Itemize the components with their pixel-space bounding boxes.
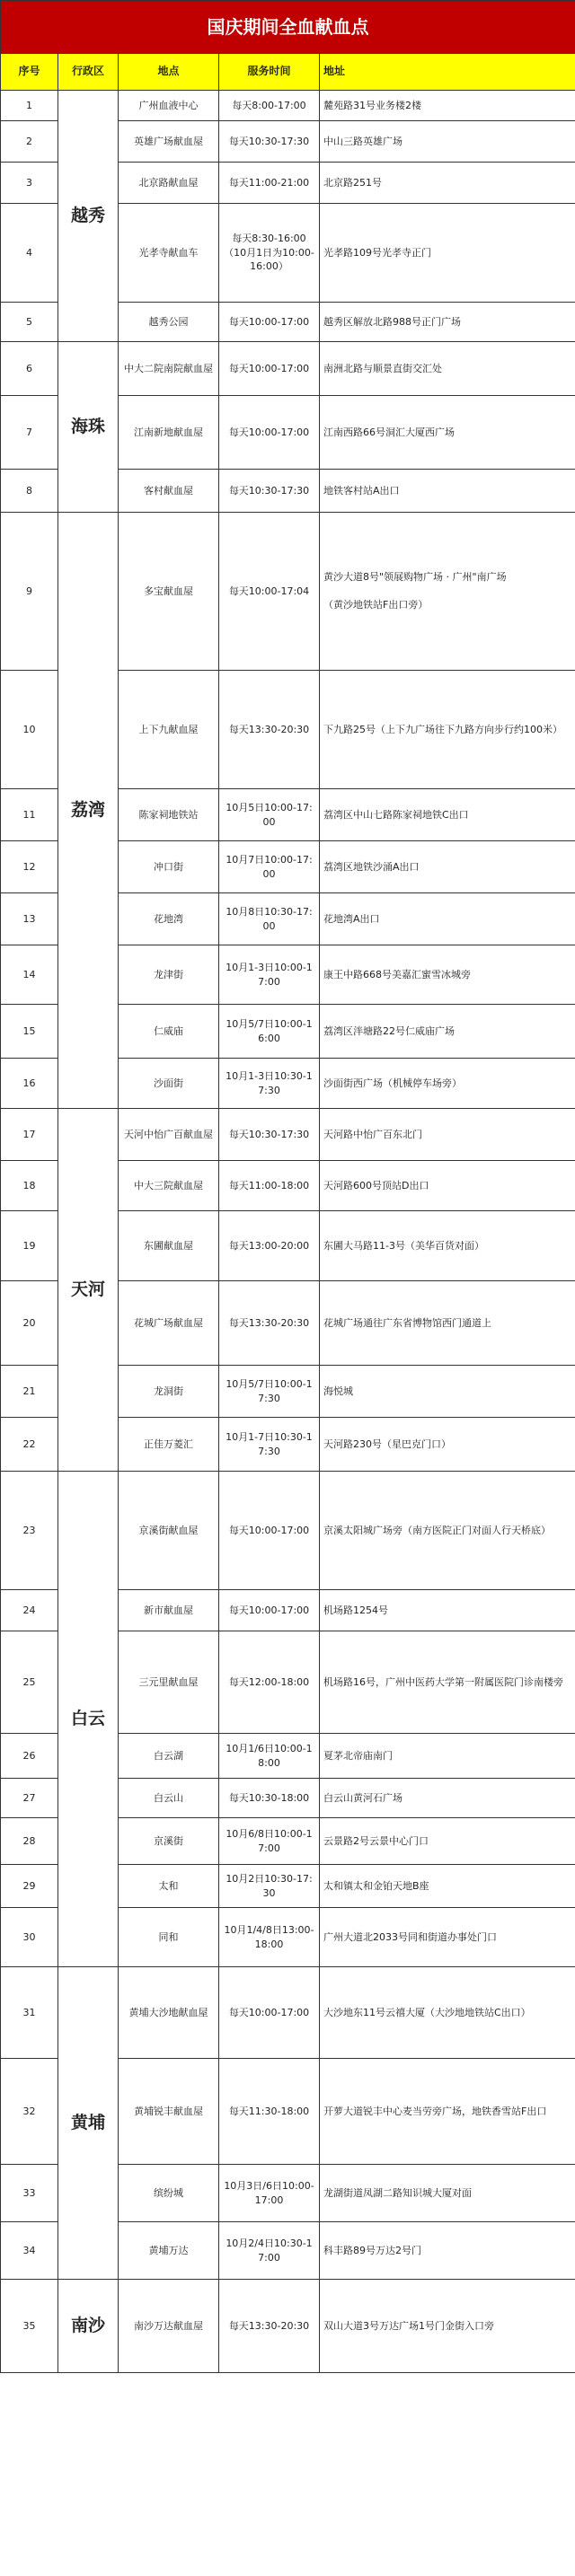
row-number: 25 (1, 1631, 58, 1734)
service-hours: 10月5/7日10:00-16:00 (219, 1005, 320, 1059)
service-hours: 每天13:30-20:30 (219, 2280, 320, 2373)
site-address: 机场路16号，广州中医药大学第一附属医院门诊南楼旁 (320, 1631, 575, 1734)
service-hours: 每天13:00-20:00 (219, 1211, 320, 1281)
site-name: 龙洞街 (119, 1366, 219, 1418)
header-hours: 服务时间 (219, 54, 320, 91)
header-row (1, 54, 575, 91)
service-hours: 10月8日10:30-17:00 (219, 893, 320, 945)
site-name: 新市献血屋 (119, 1590, 219, 1631)
row-number: 35 (1, 2280, 58, 2373)
site-name: 黄埔锐丰献血屋 (119, 2059, 219, 2165)
site-address: 云景路2号云景中心门口 (320, 1818, 575, 1865)
row-number: 27 (1, 1779, 58, 1818)
row-number: 8 (1, 470, 58, 513)
site-address: 地铁客村站A出口 (320, 470, 575, 513)
district-cell: 越秀 (58, 91, 119, 342)
table-row (1, 1109, 575, 1161)
header-site: 地点 (119, 54, 219, 91)
site-address: 荔湾区泮塘路22号仁威庙广场 (320, 1005, 575, 1059)
table-body (1, 91, 575, 2373)
site-name: 龙津街 (119, 945, 219, 1005)
site-name: 花地湾 (119, 893, 219, 945)
site-name: 越秀公园 (119, 303, 219, 342)
site-address: 东圃大马路11-3号（美华百货对面） (320, 1211, 575, 1281)
service-hours: 10月5/7日10:00-17:30 (219, 1366, 320, 1418)
service-hours: 每天10:00-17:00 (219, 1590, 320, 1631)
site-address: 花地湾A出口 (320, 893, 575, 945)
site-address: 广州大道北2033号同和街道办事处门口 (320, 1908, 575, 1967)
site-name: 上下九献血屋 (119, 671, 219, 789)
site-address: 机场路1254号 (320, 1590, 575, 1631)
site-address: 太和镇太和金铂天地B座 (320, 1865, 575, 1908)
district-cell: 荔湾 (58, 513, 119, 1109)
site-name: 沙面街 (119, 1059, 219, 1109)
service-hours: 每天10:30-17:30 (219, 1109, 320, 1161)
district-cell: 白云 (58, 1472, 119, 1967)
row-number: 23 (1, 1472, 58, 1590)
district-cell: 天河 (58, 1109, 119, 1472)
row-number: 21 (1, 1366, 58, 1418)
row-number: 7 (1, 396, 58, 470)
row-number: 30 (1, 1908, 58, 1967)
row-number: 4 (1, 204, 58, 303)
service-hours: 10月5日10:00-17:00 (219, 789, 320, 841)
site-name: 三元里献血屋 (119, 1631, 219, 1734)
site-name: 东圃献血屋 (119, 1211, 219, 1281)
service-hours: 每天11:00-21:00 (219, 163, 320, 204)
row-number: 3 (1, 163, 58, 204)
site-name: 正佳万菱汇 (119, 1418, 219, 1472)
row-number: 5 (1, 303, 58, 342)
site-name: 太和 (119, 1865, 219, 1908)
row-number: 1 (1, 91, 58, 121)
site-address: 海悦城 (320, 1366, 575, 1418)
row-number: 22 (1, 1418, 58, 1472)
site-address: 白云山黄河石广场 (320, 1779, 575, 1818)
service-hours: 10月3日/6日10:00-17:00 (219, 2165, 320, 2222)
row-number: 2 (1, 121, 58, 163)
site-address: 中山三路英雄广场 (320, 121, 575, 163)
site-address: 夏茅北帝庙南门 (320, 1734, 575, 1779)
site-name: 白云湖 (119, 1734, 219, 1779)
site-address: 越秀区解放北路988号正门广场 (320, 303, 575, 342)
row-number: 6 (1, 342, 58, 396)
service-hours: 每天13:30-20:30 (219, 1281, 320, 1366)
site-address: 江南西路66号洞汇大厦西广场 (320, 396, 575, 470)
table-row (1, 513, 575, 671)
service-hours: 每天8:00-17:00 (219, 91, 320, 121)
site-address: 开萝大道锐丰中心麦当劳旁广场，地铁香雪站F出口 (320, 2059, 575, 2165)
site-name: 京溪街 (119, 1818, 219, 1865)
service-hours: 10月2日10:30-17:30 (219, 1865, 320, 1908)
page-title: 国庆期间全血献血点 (1, 1, 575, 54)
row-number: 16 (1, 1059, 58, 1109)
site-address: 荔湾区中山七路陈家祠地铁C出口 (320, 789, 575, 841)
site-address: 沙面街西广场（机械停车场旁） (320, 1059, 575, 1109)
site-name: 北京路献血屋 (119, 163, 219, 204)
header-address: 地址 (320, 54, 575, 91)
site-address: 天河路600号顶站D出口 (320, 1161, 575, 1211)
site-name: 陈家祠地铁站 (119, 789, 219, 841)
site-address: 北京路251号 (320, 163, 575, 204)
site-name: 黄埔万达 (119, 2222, 219, 2280)
site-address: 康王中路668号美嘉汇蜜雪冰城旁 (320, 945, 575, 1005)
site-name: 客村献血屋 (119, 470, 219, 513)
row-number: 20 (1, 1281, 58, 1366)
header-no: 序号 (1, 54, 58, 91)
site-name: 黄埔大沙地献血屋 (119, 1967, 219, 2059)
row-number: 17 (1, 1109, 58, 1161)
row-number: 19 (1, 1211, 58, 1281)
row-number: 33 (1, 2165, 58, 2222)
row-number: 31 (1, 1967, 58, 2059)
row-number: 12 (1, 841, 58, 893)
site-name: 缤纷城 (119, 2165, 219, 2222)
row-number: 11 (1, 789, 58, 841)
title-row (1, 1, 575, 54)
table-row (1, 91, 575, 121)
service-hours: 每天10:30-17:30 (219, 121, 320, 163)
site-address: 京溪太阳城广场旁（南方医院正门对面人行天桥底） (320, 1472, 575, 1590)
service-hours: 每天10:00-17:00 (219, 1967, 320, 2059)
service-hours: 每天8:30-16:00 （10月1日为10:00-16:00） (219, 204, 320, 303)
district-cell: 黄埔 (58, 1967, 119, 2280)
district-cell: 海珠 (58, 342, 119, 513)
service-hours: 每天10:30-17:30 (219, 470, 320, 513)
row-number: 28 (1, 1818, 58, 1865)
table-row (1, 1472, 575, 1590)
site-name: 白云山 (119, 1779, 219, 1818)
site-name: 冲口街 (119, 841, 219, 893)
site-name: 同和 (119, 1908, 219, 1967)
site-address: 科丰路89号万达2号门 (320, 2222, 575, 2280)
service-hours: 每天10:00-17:00 (219, 342, 320, 396)
row-number: 9 (1, 513, 58, 671)
row-number: 34 (1, 2222, 58, 2280)
site-name: 广州血液中心 (119, 91, 219, 121)
site-address: 下九路25号（上下九广场往下九路方向步行约100米） (320, 671, 575, 789)
row-number: 10 (1, 671, 58, 789)
site-name: 京溪街献血屋 (119, 1472, 219, 1590)
site-name: 南沙万达献血屋 (119, 2280, 219, 2373)
site-name: 仁威庙 (119, 1005, 219, 1059)
service-hours: 10月1-7日10:30-17:30 (219, 1418, 320, 1472)
service-hours: 10月1-3日10:00-17:00 (219, 945, 320, 1005)
table-row (1, 2280, 575, 2373)
district-cell: 南沙 (58, 2280, 119, 2373)
header-district: 行政区 (58, 54, 119, 91)
service-hours: 每天10:30-18:00 (219, 1779, 320, 1818)
site-name: 江南新地献血屋 (119, 396, 219, 470)
row-number: 24 (1, 1590, 58, 1631)
site-address: 麓苑路31号业务楼2楼 (320, 91, 575, 121)
row-number: 32 (1, 2059, 58, 2165)
service-hours: 每天11:30-18:00 (219, 2059, 320, 2165)
service-hours: 每天10:00-17:04 (219, 513, 320, 671)
row-number: 15 (1, 1005, 58, 1059)
site-address: 大沙地东11号云禧大厦（大沙地地铁站C出口） (320, 1967, 575, 2059)
site-address: 天河路中怡广百东北门 (320, 1109, 575, 1161)
site-address: 荔湾区地铁沙涌A出口 (320, 841, 575, 893)
site-address: 龙湖街道凤湖二路知识城大厦对面 (320, 2165, 575, 2222)
site-name: 天河中怡广百献血屋 (119, 1109, 219, 1161)
table-row (1, 1967, 575, 2059)
site-address: 花城广场通往广东省博物馆西门通道上 (320, 1281, 575, 1366)
service-hours: 10月1/6日10:00-18:00 (219, 1734, 320, 1779)
site-name: 花城广场献血屋 (119, 1281, 219, 1366)
service-hours: 每天10:00-17:00 (219, 303, 320, 342)
service-hours: 每天10:00-17:00 (219, 1472, 320, 1590)
service-hours: 10月1/4/8日13:00-18:00 (219, 1908, 320, 1967)
site-name: 光孝寺献血车 (119, 204, 219, 303)
service-hours: 10月2/4日10:30-17:00 (219, 2222, 320, 2280)
service-hours: 10月1-3日10:30-17:30 (219, 1059, 320, 1109)
site-address: 双山大道3号万达广场1号门金街入口旁 (320, 2280, 575, 2373)
service-hours: 10月7日10:00-17:00 (219, 841, 320, 893)
site-address: 黄沙大道8号"领展购物广场 · 广州"南广场 （黄沙地铁站F出口旁） (320, 513, 575, 671)
site-name: 多宝献血屋 (119, 513, 219, 671)
site-name: 中大二院南院献血屋 (119, 342, 219, 396)
row-number: 14 (1, 945, 58, 1005)
service-hours: 每天10:00-17:00 (219, 396, 320, 470)
site-name: 英雄广场献血屋 (119, 121, 219, 163)
site-address: 天河路230号（星巴克门口） (320, 1418, 575, 1472)
service-hours: 10月6/8日10:00-17:00 (219, 1818, 320, 1865)
site-name: 中大三院献血屋 (119, 1161, 219, 1211)
row-number: 18 (1, 1161, 58, 1211)
row-number: 13 (1, 893, 58, 945)
service-hours: 每天13:30-20:30 (219, 671, 320, 789)
site-address: 光孝路109号光孝寺正门 (320, 204, 575, 303)
service-hours: 每天11:00-18:00 (219, 1161, 320, 1211)
row-number: 29 (1, 1865, 58, 1908)
service-hours: 每天12:00-18:00 (219, 1631, 320, 1734)
row-number: 26 (1, 1734, 58, 1779)
site-address: 南洲北路与顺景直街交汇处 (320, 342, 575, 396)
table-row (1, 342, 575, 396)
